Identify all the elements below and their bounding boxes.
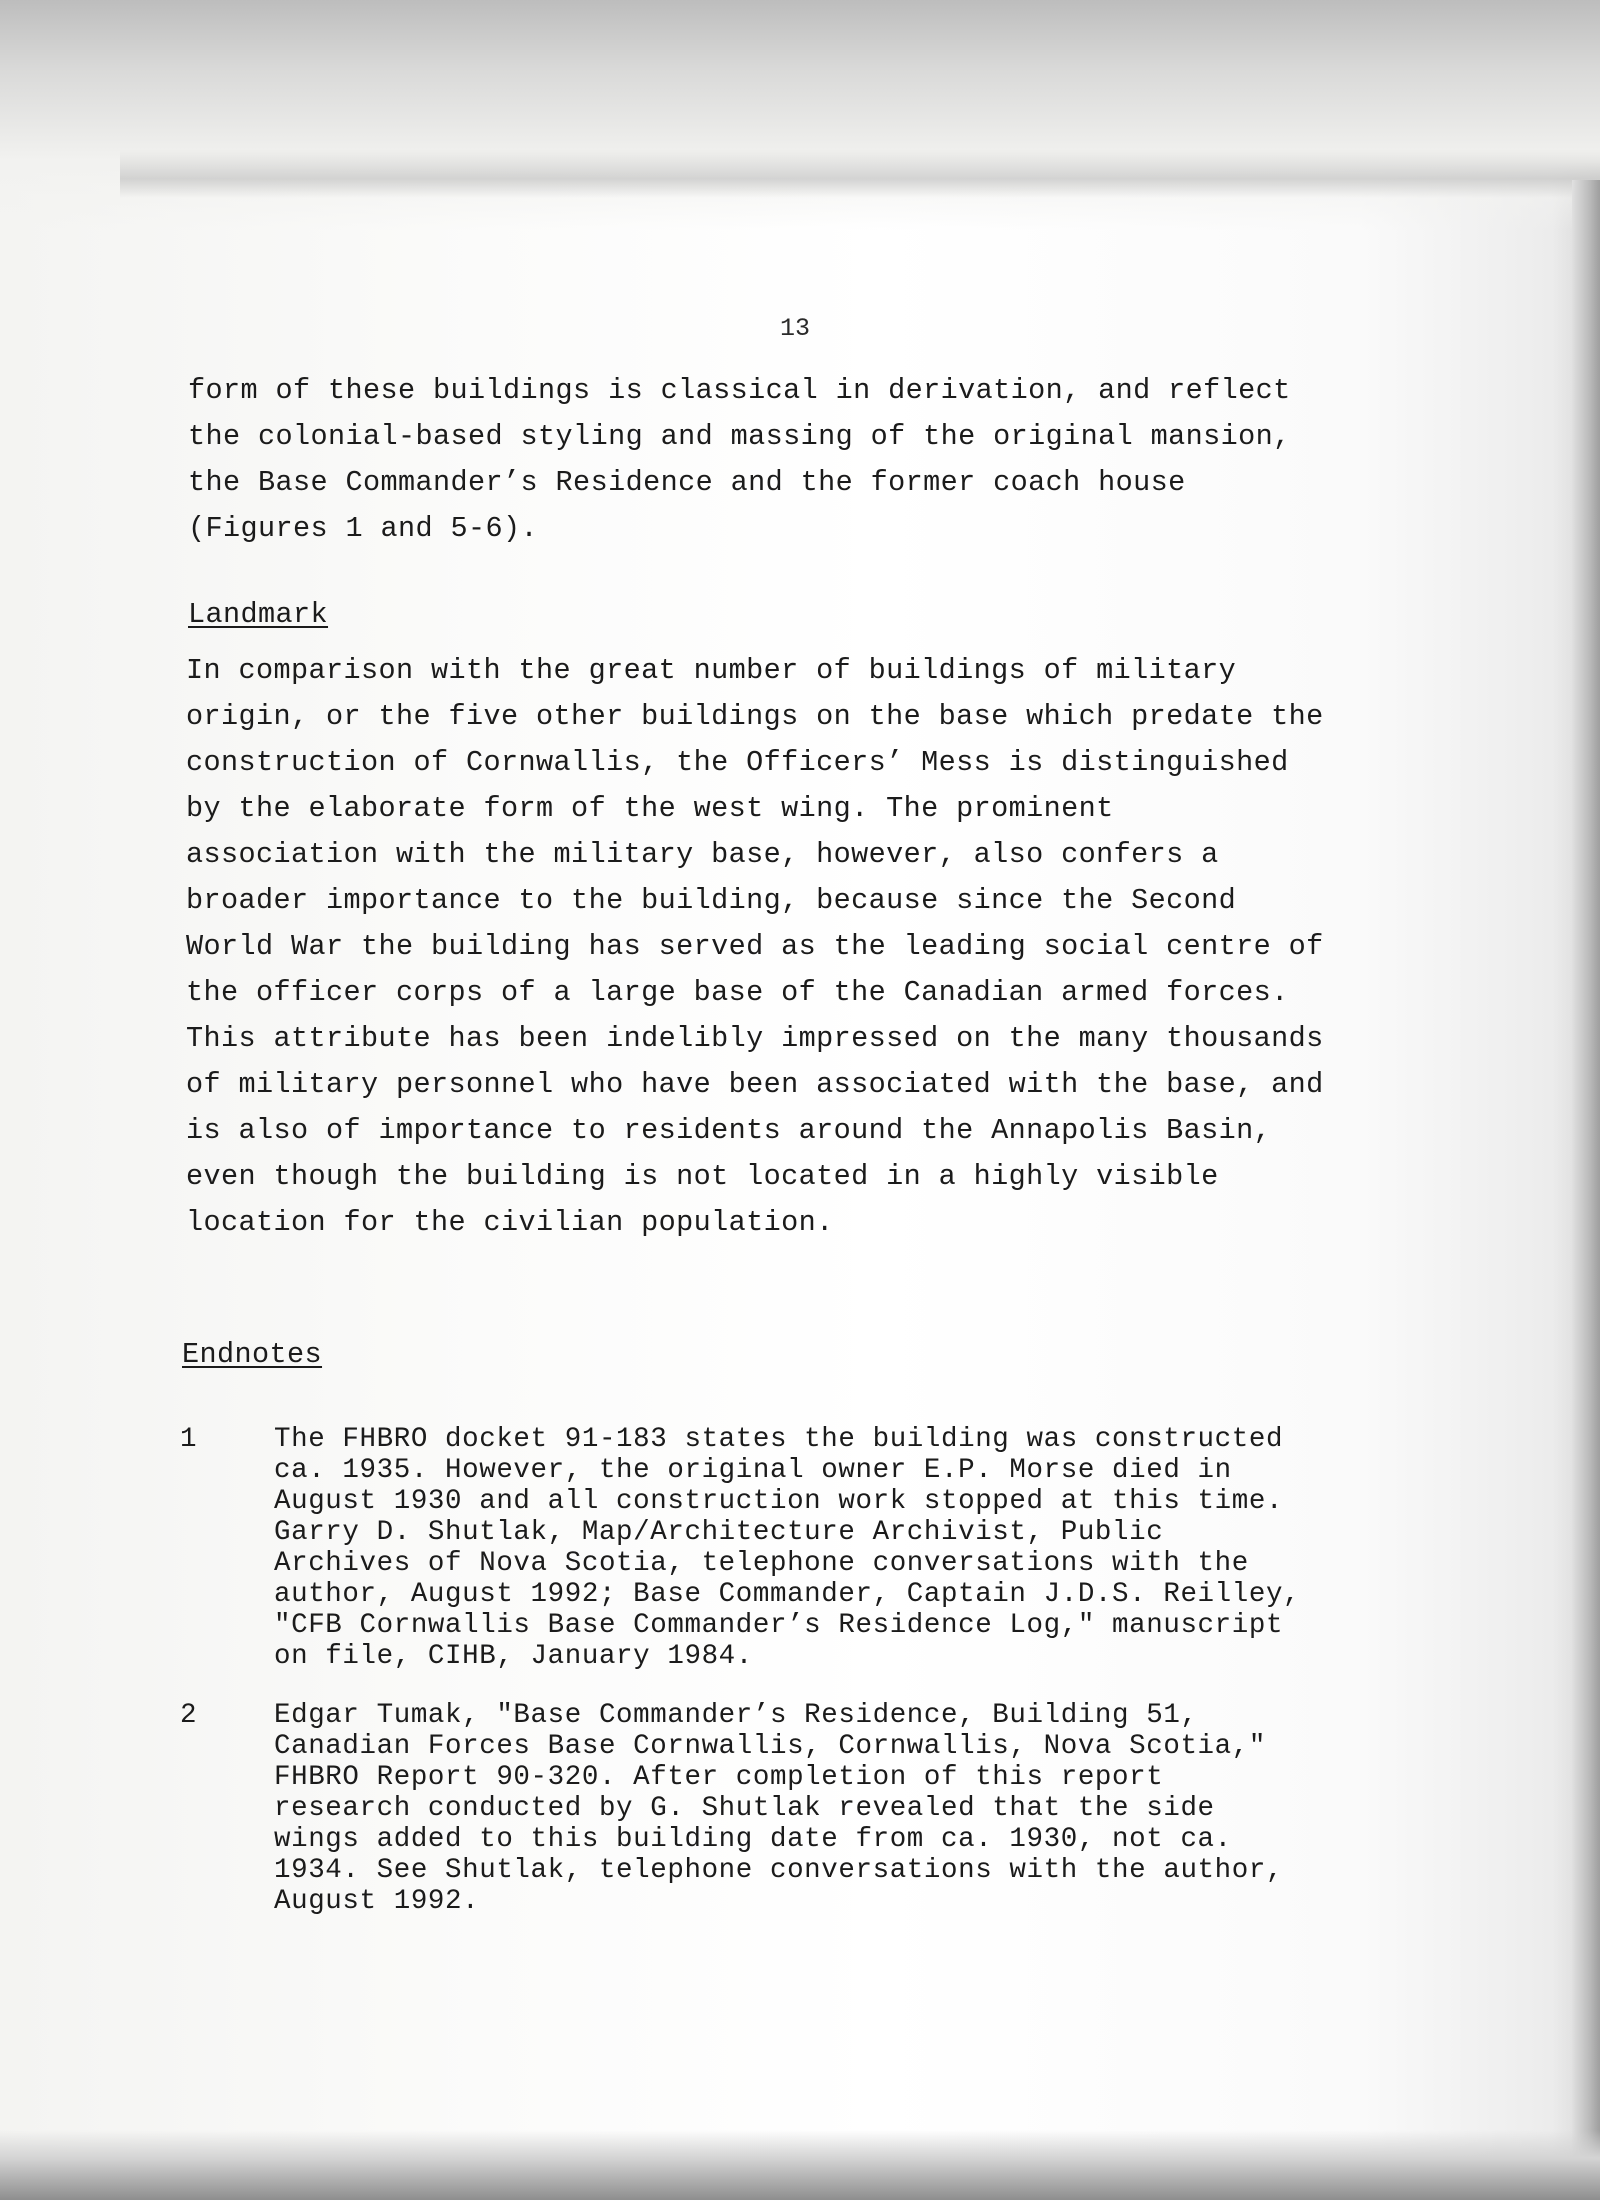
paragraph-line: association with the military base, however, also confers a [186,838,1219,871]
endnote-line: 1934. See Shutlak, telephone conversations with the author, [274,1855,1284,1886]
endnote-line: FHBRO Report 90-320. After completion of this report [274,1762,1164,1793]
paragraph-line: the officer corps of a large base of the Canadian armed forces. [186,976,1289,1009]
endnote-line: wings added to this building date from ca. 1930, not ca. [274,1824,1232,1855]
endnote-line: Garry D. Shutlak, Map/Architecture Archivist, Public [274,1517,1164,1548]
landmark-heading: Landmark [188,598,329,631]
page-bottom-edge [0,2130,1600,2200]
paragraph-line: (Figures 1 and 5-6). [188,512,539,545]
paragraph-line: by the elaborate form of the west wing. The prominent [186,792,1114,825]
endnote-line: on file, CIHB, January 1984. [274,1641,753,1672]
paragraph-line: In comparison with the great number of buildings of military [186,654,1237,687]
paragraph-line: of military personnel who have been associated with the base, and [186,1068,1324,1101]
paragraph-line: even though the building is not located in a highly visible [186,1160,1219,1193]
endnote-line: August 1992. [274,1886,480,1917]
paragraph-line: origin, or the five other buildings on the base which predate the [186,700,1324,733]
paragraph-line: the colonial-based styling and massing of the original mansion, [188,420,1291,453]
paragraph-line: This attribute has been indelibly impressed on the many thousands [186,1022,1324,1055]
paragraph-line: construction of Cornwallis, the Officers’ Mess is distinguished [186,746,1289,779]
endnote-line: "CFB Cornwallis Base Commander’s Residence Log," manuscript [274,1610,1284,1641]
paragraph-line: broader importance to the building, because since the Second [186,884,1237,917]
paragraph-line: location for the civilian population. [186,1206,834,1239]
page-fold-shadow [120,150,1600,198]
intro-paragraph [188,368,1418,552]
endnote-text [274,1700,1283,1917]
paragraph-line: World War the building has served as the leading social centre of [186,930,1324,963]
endnote-line: Edgar Tumak, "Base Commander’s Residence, Building 51, [274,1700,1198,1731]
paragraph-line: is also of importance to residents around the Annapolis Basin, [186,1114,1272,1147]
page-right-edge [1572,180,1600,2200]
page-number: 13 [780,314,811,343]
endnote-line: Archives of Nova Scotia, telephone conversations with the [274,1548,1249,1579]
endnote-number: 2 [180,1700,197,1731]
paragraph-line: the Base Commander’s Residence and the former coach house [188,466,1186,499]
endnotes-heading: Endnotes [182,1338,323,1371]
endnote-line: August 1930 and all construction work stopped at this time. [274,1486,1284,1517]
endnote-text [274,1424,1300,1672]
endnote-line: The FHBRO docket 91-183 states the building was constructed [274,1424,1284,1455]
landmark-paragraph [186,648,1416,1246]
endnote-line: author, August 1992; Base Commander, Captain J.D.S. Reilley, [274,1579,1301,1610]
endnote-line: ca. 1935. However, the original owner E.P. Morse died in [274,1455,1232,1486]
endnote-number: 1 [180,1424,197,1455]
endnote-line: Canadian Forces Base Cornwallis, Cornwallis, Nova Scotia," [274,1731,1266,1762]
paragraph-line: form of these buildings is classical in derivation, and reflect [188,374,1291,407]
endnote-line: research conducted by G. Shutlak revealed that the side [274,1793,1215,1824]
